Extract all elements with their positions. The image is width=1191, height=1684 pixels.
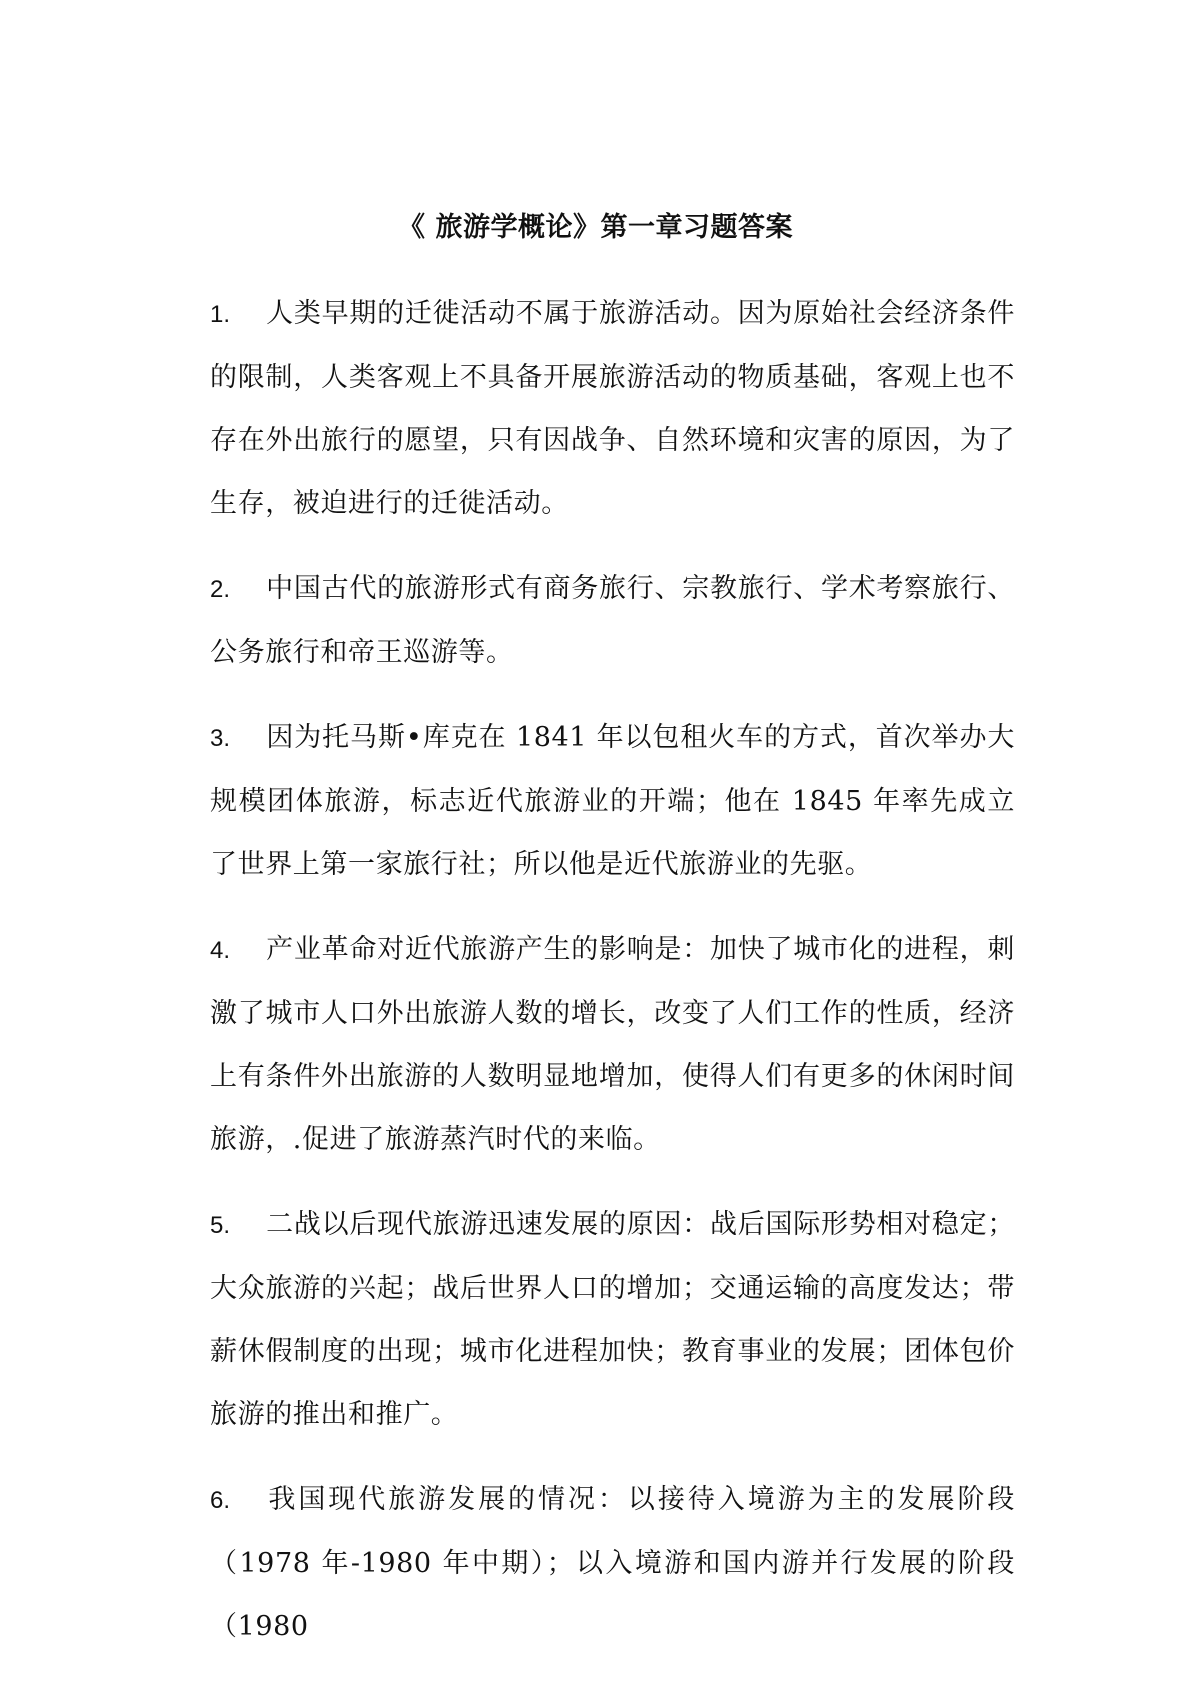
item-text: 产业革命对近代旅游产生的影响是：加快了城市化的进程，刺激了城市人口外出旅游人数的增长，改变了人们工作的性质，经济上有条件外出旅游的人数明显地增加，使得人们有更多的休闲时间旅游，.促进了旅游蒸汽时代的来临。 xyxy=(210,934,1015,1155)
document-title: 《 旅游学概论》第一章习题答案 xyxy=(398,212,793,243)
answer-item-4 xyxy=(210,918,1015,1171)
answer-item-1 xyxy=(210,282,1015,535)
item-number: 2. xyxy=(210,576,231,603)
item-text: 人类早期的迁徙活动不属于旅游活动。因为原始社会经济条件的限制，人类客观上不具备开展旅游活动的物质基础，客观上也不存在外出旅行的愿望，只有因战争、自然环境和灾害的原因，为了生存，被迫进行的迁徙活动。 xyxy=(210,298,1015,519)
answer-item-6 xyxy=(210,1468,1015,1658)
item-text: 因为托马斯•库克在 1841 年以包租火车的方式，首次举办大规模团体旅游，标志近代旅游业的开端；他在 1845 年率先成立了世界上第一家旅行社；所以他是近代旅游业的先驱。 xyxy=(210,722,1015,880)
item-text: 我国现代旅游发展的情况：以接待入境游为主的发展阶段（1978 年-1980 年中期）；以入境游和国内游并行发展的阶段（1980 xyxy=(210,1484,1015,1642)
item-text: 二战以后现代旅游迅速发展的原因：战后国际形势相对稳定；大众旅游的兴起；战后世界人口的增加；交通运输的高度发达；带薪休假制度的出现；城市化进程加快；教育事业的发展；团体包价旅游的推出和推广。 xyxy=(210,1209,1015,1430)
item-number: 1. xyxy=(210,301,231,328)
answer-list xyxy=(210,282,1015,1680)
item-number: 5. xyxy=(210,1212,231,1239)
answer-item-5 xyxy=(210,1193,1015,1446)
item-number: 6. xyxy=(210,1487,231,1514)
answer-item-2 xyxy=(210,557,1015,684)
answer-item-3 xyxy=(210,706,1015,896)
item-number: 4. xyxy=(210,937,231,964)
item-text: 中国古代的旅游形式有商务旅行、宗教旅行、学术考察旅行、公务旅行和帝王巡游等。 xyxy=(210,573,1015,668)
item-number: 3. xyxy=(210,725,231,752)
